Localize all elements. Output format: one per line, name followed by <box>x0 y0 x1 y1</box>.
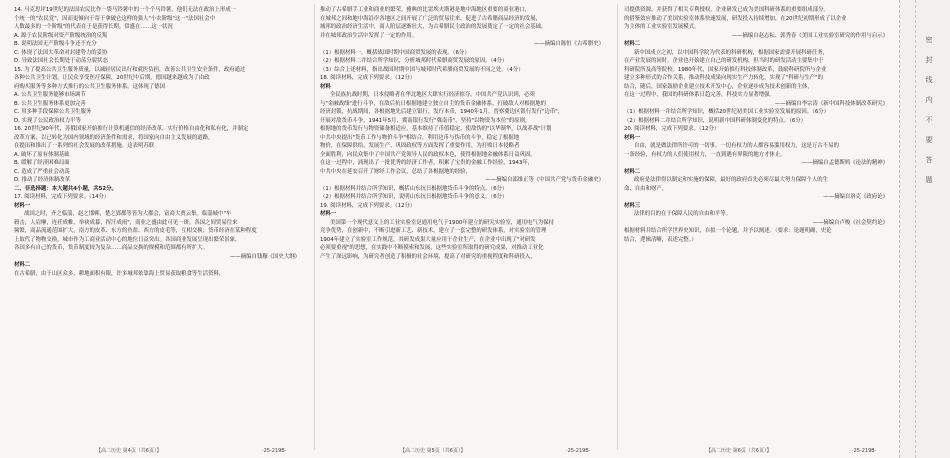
text-line: 全民族抗战时期，日本侵略者在华北地区大肆实行经济掠夺，中国共产党认识到，必须 <box>330 92 535 98</box>
text-line: 在古希腊，由于山区众多，耕地面积有限，许多城邦依靠海上贸易获取粮食等生活资料， <box>14 270 225 277</box>
text-line: 新中国成立之初，以中国科学院为代表的科研机构，根据国家需要开展科研任务， <box>634 49 829 56</box>
text-line: 材料一 <box>14 202 31 209</box>
text-line: 中共中央在延安召开了财经工作会议，总结了各根据地的经验， <box>320 168 471 175</box>
text-line: 材料二 <box>624 168 641 175</box>
text-line: D. 实现了公民政治权力平等 <box>14 117 81 124</box>
text-line: A. 公共卫生服务能够市场调节 <box>14 92 86 98</box>
page-column-1 <box>14 6 306 438</box>
text-line: 材料三 <box>624 202 641 209</box>
seal-line <box>915 0 916 458</box>
text-line: 府购买服务等多种方式推行的公共卫生服务体系。这体现了德国 <box>14 83 165 90</box>
text-line: 16. 20世纪90年代，苏俄国家开始推行计算机通信的经济改革，实行价格自由化和私有化，并制定 <box>14 126 249 132</box>
text-line: 美国第一个现代意义上的工业实验室是通用电气于1900年建立的研究实验室，通用电气为保持 <box>330 219 554 226</box>
column-divider <box>314 4 315 450</box>
page-footer-code: ·25-219B· <box>566 448 591 454</box>
text-line: 在产业发展的同时，企业也开始建立自己的研发机构，但当时的研发活动主要集中于 <box>624 58 824 64</box>
text-line: 上取代了物物交换，城市作为工商业活动中心的地位日益突出。各国商业发展呈现出繁荣景象， <box>14 236 241 243</box>
text-line: 并在城邦政治生活中发挥了一定的作用。 <box>320 32 418 39</box>
binding-margin <box>899 0 950 458</box>
text-line: 政府是法律得以制定和实施的保障，最好的政府首先必须尽最大努力保障个人的生 <box>634 177 829 183</box>
text-line: B. 公共卫生服务体系更加完善 <box>14 100 86 107</box>
text-line: 17. 阅读材料，完成下列要求。（14分） <box>14 194 110 200</box>
text-line: ——摘编自赵志耘、郭秀春《美国工业实验室研究的作用与启示》 <box>731 32 888 39</box>
text-line: 命、自由和财产。 <box>624 185 668 192</box>
text-line: C. 体现了法国大革命对封建势力的妥协 <box>14 49 108 56</box>
text-line: （1）根据材料并结合所学知识，概括山东抗日根据地货币斗争的特点。（6分） <box>320 185 508 192</box>
text-line: C. 用多种手段保障公共卫生服务 <box>14 109 92 115</box>
text-line: 材料二 <box>14 262 31 268</box>
page-column-2 <box>320 6 610 438</box>
column-divider <box>617 4 618 450</box>
text-line: 物价，在保障供给、发展生产、巩固政权等方面发挥了重要作用，为打败日本侵略者 <box>320 143 520 149</box>
text-line: B. 说明法国无产阶级斗争还不充分 <box>14 41 97 47</box>
text-line: （3）综合上述材料，指出战国时期中国与城邦时代希腊商贸发展的不同之处。（4分） <box>320 66 524 73</box>
text-line: 在提出和推出了一系列的社会发展的改革措施。这表明苏联 <box>14 143 155 149</box>
text-line: 结合，逻辑清晰，表述完整。） <box>624 236 697 243</box>
text-line: ——摘编自洛克《政府论》 <box>823 194 888 200</box>
text-line: 改革方案，以已转化为国内领域的经济条件和需求，将国家向自由主义发展的道路， <box>14 134 214 141</box>
text-line: （2）根据材料二并结合所学知识，分析城邦时代希腊商贸发展的原因。（4分） <box>320 58 508 64</box>
text-line: 毂击，人肩摩，连衽成帷，举袂成幕，挥汗成雨"，商业之盛由此可见一斑。各国之间贸易往来 <box>14 219 238 226</box>
text-line: 结合，随后，国家鼓励企业建立技术开发中心，企业逐步成为技术创新的主体， <box>624 83 813 90</box>
text-line: （2）根据材料二并结合所学知识，说明新中国科研体制变化的特点。（6分） <box>624 117 807 124</box>
text-line: 开展对敌货币斗争，1941年5月，冀南银行发行"冀南币"，坚持"以物资为本位"的原则， <box>320 117 531 124</box>
text-line: A. 破坏了原有体制基础 <box>14 151 70 158</box>
text-line: 20. 阅读材料，完成下列要求。（12分） <box>624 126 720 132</box>
page-footer-left: 【高二历史 第5页（共6页）】 <box>400 448 466 454</box>
page-footer-code: ·25-219B· <box>852 448 877 454</box>
text-line: 的借鉴效应推动了美国实验室体系快速发展，研发投入持续增加，在20世纪初期形成了以企业 <box>624 15 847 22</box>
text-line: ——摘编自邵维正等《中国共产党与货币金融史》 <box>485 177 604 183</box>
text-line: 自由，就是做法律所许可的一切事。一切有权力的人都容易滥用权力，这是万古不易的 <box>634 143 839 149</box>
text-line: 根据地的货币发行与物资储备相适应，基本维持了币值稳定，使敌伪的"以华制华，以战养战"计划 <box>320 126 552 132</box>
text-line: 城邦的政治经济生活中，商人阶层逐渐壮大，为古希腊民主政治的发展奠定了一定的社会基础， <box>320 24 547 30</box>
text-line: 材料 <box>320 83 331 90</box>
text-line: 15. 为了提高公共卫生服务质量，以减轻居民出行和就医负担，改善公共卫生安全条件，政府通过 <box>14 66 246 73</box>
seal-line-notice: 密封线内不要答题 <box>925 36 933 184</box>
text-line: D. 导致法国社会长期处于动荡分裂状态 <box>14 58 108 64</box>
text-line: 战国之时，齐之临淄，赵之邯郸，楚之郢都等皆为大都会，富商大贾云集。临淄城中"车 <box>24 211 232 217</box>
text-line: A. 源于农民阶级对资产阶级统治的反叛 <box>14 32 108 39</box>
text-line: 各国多有自己的货币，货币制度较为复杂……商品交换的规模和范围都有所扩大。 <box>14 245 209 251</box>
text-line: 中共中央提出"货币工作与物价斗争"相结合，利用边币与伪币的斗争，稳定了根据地 <box>320 134 520 141</box>
text-line: 二、非选择题：本大题共4小题，共52分。 <box>14 185 117 192</box>
text-line: 竞争优势，在创新中，不断引进新工艺、新技术，建立了一套完整的研发体系，对实验室的管理 <box>320 228 547 234</box>
text-line: 材料二 <box>624 41 641 47</box>
text-line: 19. 阅读材料，完成下列要求。（12分） <box>320 202 416 209</box>
text-line: （1）根据材料一并结合所学知识，概括20世纪初美国工业实验室发展的原因。（6分） <box>624 109 830 115</box>
text-line: ——摘编自孟德斯鸠《论法的精神》 <box>801 160 888 166</box>
text-line: ——摘编自陈恒《古希腊史》 <box>533 41 604 47</box>
text-line: 在这一过程中，涌现出了一批优秀的经济工作者，积累了宝贵的金融工作经验，1943年， <box>320 160 534 166</box>
text-line: C. 造成了严重社会动荡 <box>14 168 70 175</box>
text-line: 全面胜利，向民众集中了中国共产党领导人民的政权本色，使得根据地金融体系日益巩固。 <box>320 151 536 158</box>
text-line: 个统一的"农民党"，因而更倾向于寄于拿破仑这样的强人"小农阶级"这一"法国社会中 <box>14 15 216 22</box>
text-line: （2）根据材料并结合所学知识，说明山东抗日根据地货币斗争的意义。（6分） <box>320 194 508 200</box>
text-line: 14. 马克思评19世纪的法国农民比作一袋马铃薯中的一个个马铃薯，他们无法在政治上形成一 <box>14 7 236 13</box>
text-line: （1）根据材料一，概括战国时期中国商贸发展的表现。（6分） <box>320 49 470 56</box>
text-line: 司提供资源，并获得了相关专利授权，企业研发已成为美国科研体系的重要组成部分。 <box>624 7 829 13</box>
text-line: 人数最多的一个阶级"的代表在于是获得长期。常盛在……这一状况 <box>14 24 173 30</box>
text-line: ——摘编自钱穆《国史大纲》 <box>229 253 300 260</box>
text-line: 科研院所及高等院校。1980年代，国家开始推行科技体制改革，鼓励科研院所与企业 <box>624 66 827 73</box>
text-line: 经济封锁，抗战期间，各根据地先后建立银行，发行本币，1940年1月，晋察冀边区银行发行"边币"， <box>320 109 564 115</box>
text-line: 与"金融战线"进行斗争，在敌后抗日根据地建立独立自主的货币金融体系，打破敌人对根据地的 <box>320 100 546 107</box>
text-line: ——摘编自卢梭《社会契约论》 <box>812 219 888 226</box>
text-line: D. 推动了经济体制改革 <box>14 177 71 183</box>
text-line: 18. 阅读材料，完成下列要求。（12分） <box>320 75 416 81</box>
text-line: B. 缓解了经济困难局面 <box>14 160 70 166</box>
text-line: 各种公共卫生计划，让民众享受医疗保障，20世纪中后期，德国越来越成为了由政 <box>14 75 210 81</box>
text-line: 在城邦之间和地中海沿岸各地区之间开展了广泛的贸易往来，促进了古希腊商品经济的发展， <box>320 15 542 22</box>
page-footer-left: 【高二历史 第6页（共6页）】 <box>706 448 772 454</box>
text-line: 在这一过程中，我国的科研体系日趋完善，科技实力显著增强。 <box>624 92 775 98</box>
page-column-3 <box>624 6 894 438</box>
text-line: 法律的目的在于保障人民的自由和平等。 <box>634 211 732 217</box>
text-line: 1904年建立了实验室工作规范，其研发成果大量应用于企业生产，在企业中出现了"对研发 <box>320 236 536 243</box>
text-line: 为主体的工业实验室发展模式。 <box>624 24 700 30</box>
text-line: 推动了古希腊手工业和商业的繁荣。雅典的比雷埃夫斯港是地中海地区重要的商业港口， <box>320 7 531 13</box>
text-line: 频繁，商品流通范围扩大，南方的皮革、东方的鱼盐、西方的皮毛等，互相交换；货币经济在某种程度 <box>14 228 257 234</box>
text-line: ——摘编自李宗涛《新中国科技体制改革研究》 <box>774 100 888 107</box>
page-footer-code: ·25-219B· <box>262 448 287 454</box>
text-line: 一条经验，有权力的人们使用权力，一直到遇有界限的地方才休止。 <box>624 151 786 158</box>
text-line: 根据材料并结合所学世界史知识，自拟一个论题，并予以阐述。（要求：论题明确，史论 <box>624 228 832 234</box>
text-line: 必须要重视"的思想，在实践中不断摸索和发展，这些实验室所取得的研究成果，对推动工业化 <box>320 245 544 251</box>
text-line: 产生了深远影响，为研究者创造了积极的社会环境，提高了对研究的重视程度和科研投入， <box>320 253 536 260</box>
text-line: 材料一 <box>624 134 641 141</box>
text-line: 材料一 <box>320 211 337 217</box>
page-footer-left: 【高二历史 第4页（共6页）】 <box>96 448 162 454</box>
text-line: 建立多种形式的合作关系，推动科技成果向现实生产力转化，实现了"科研与生产"的 <box>624 75 824 81</box>
